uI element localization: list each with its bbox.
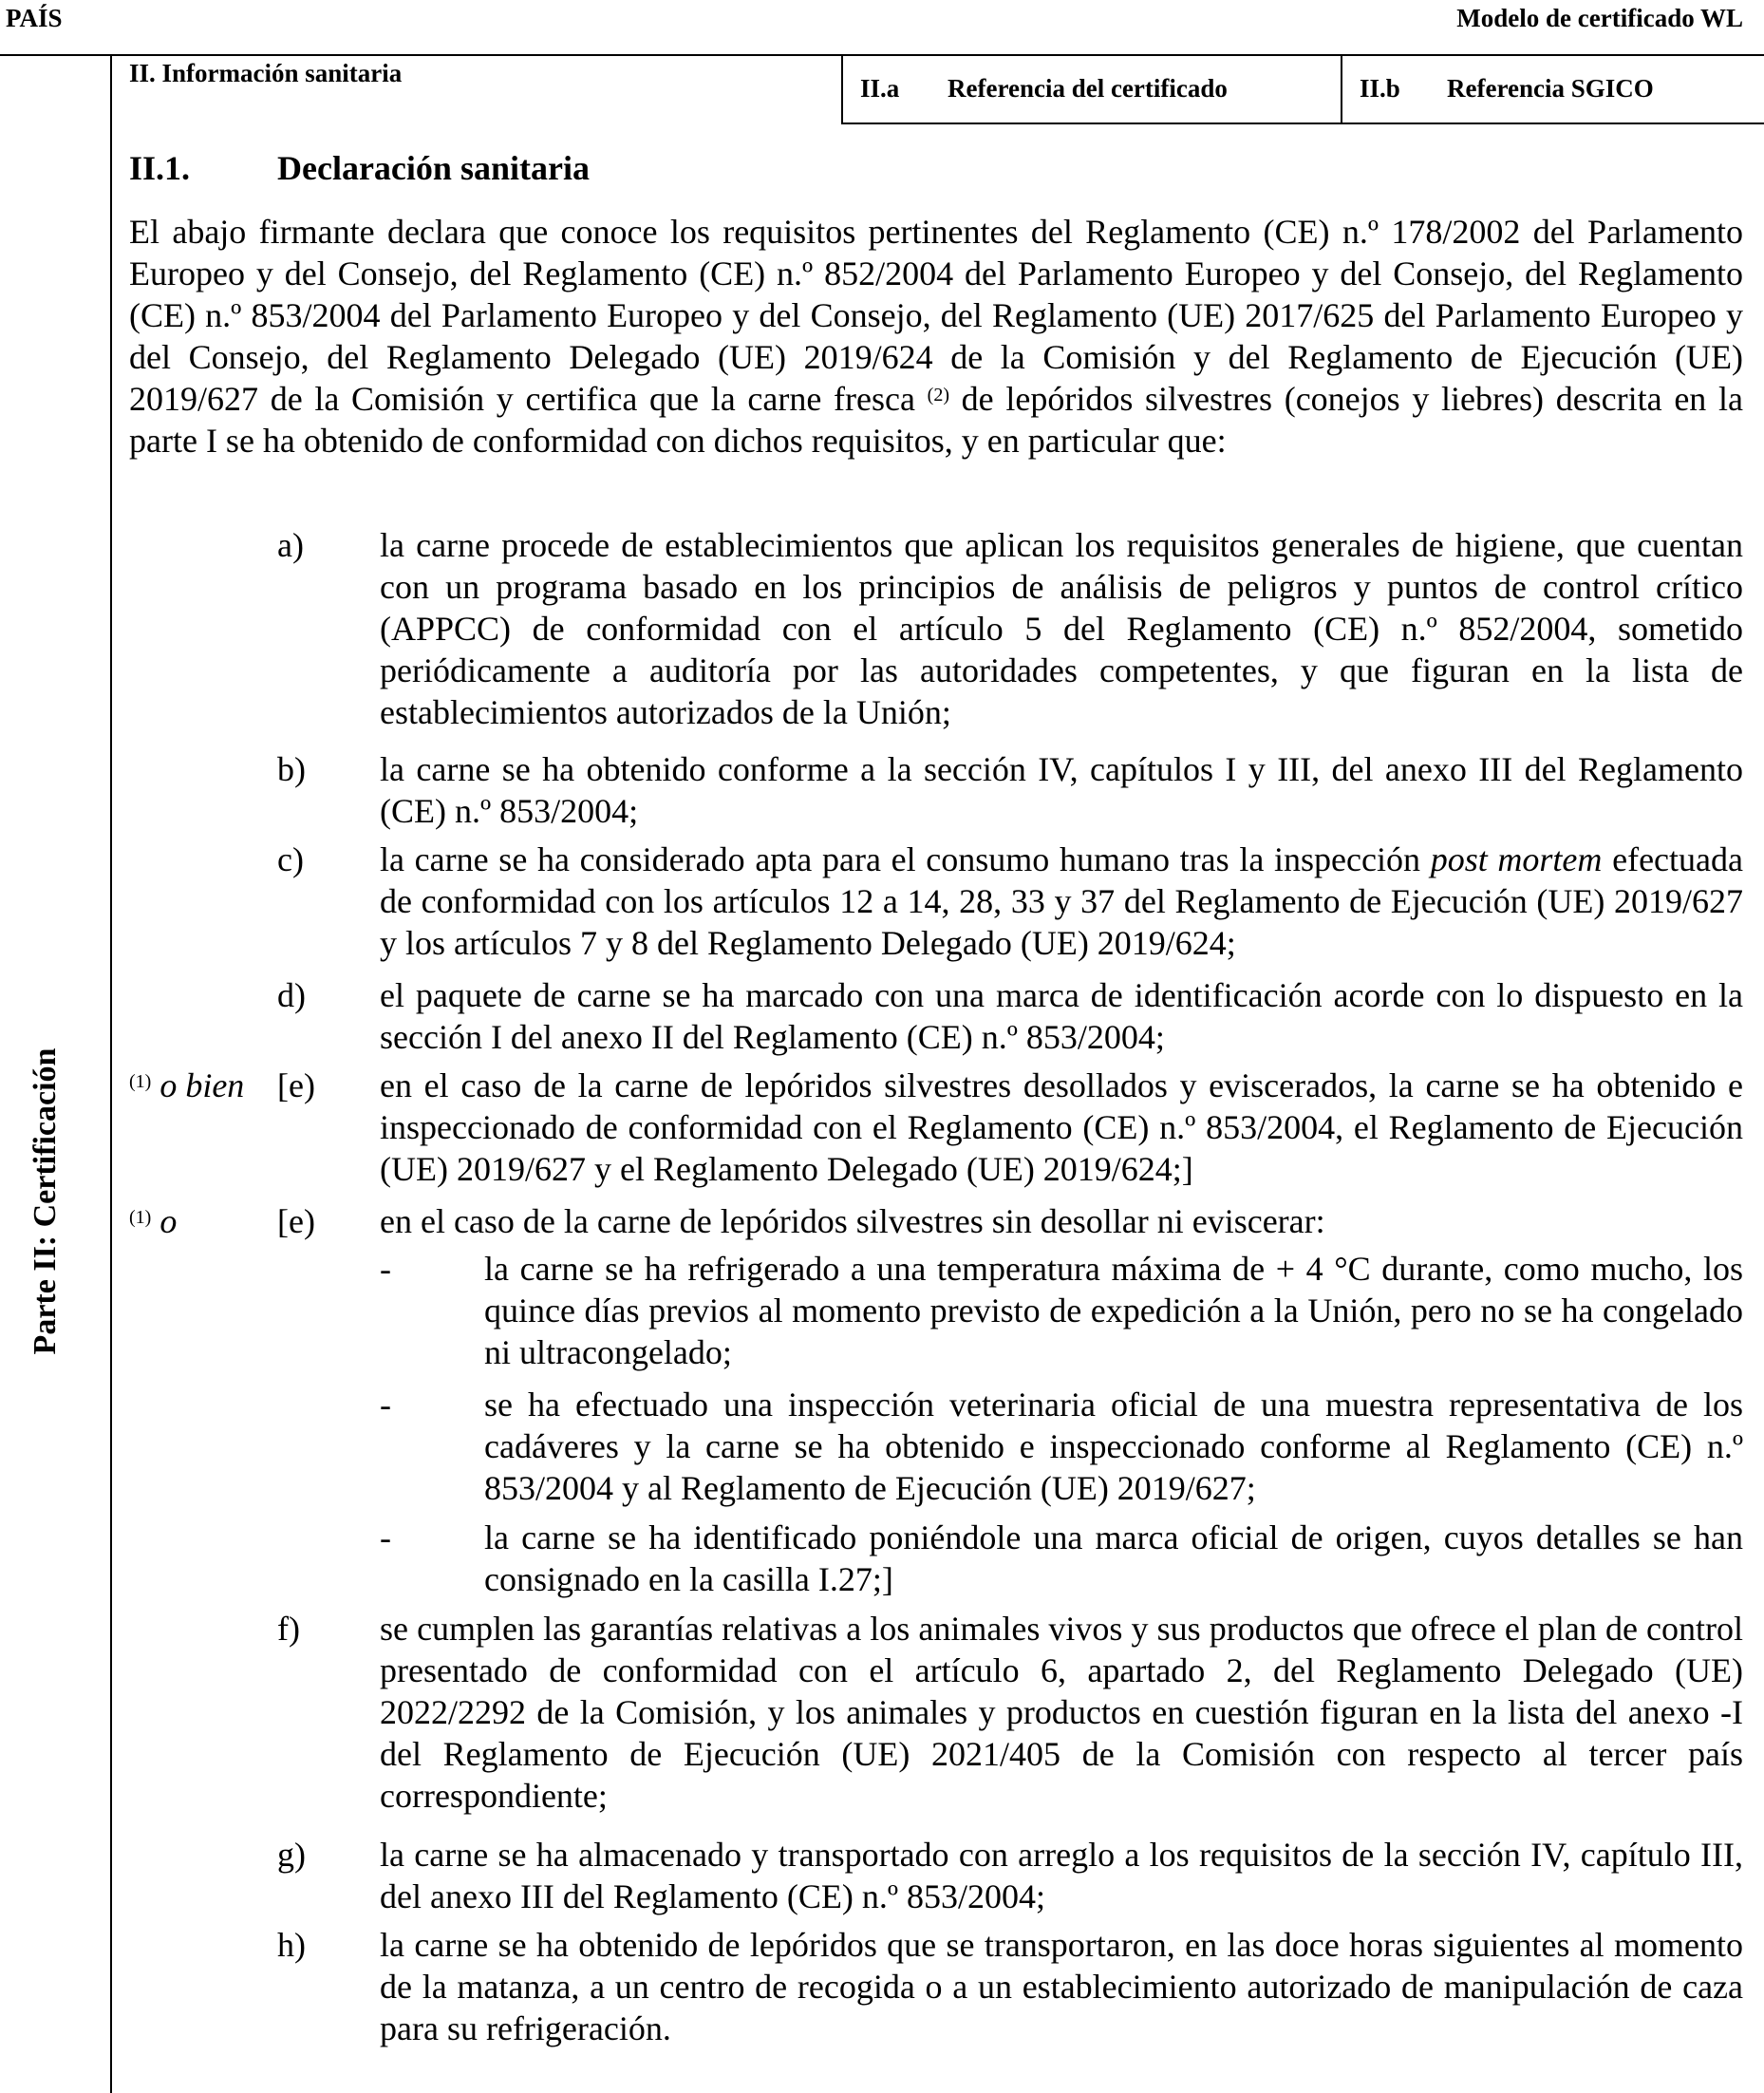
intro-text-continued: de lepóridos silvestres (conejos y liebres) descrita en la parte I se ha obtenido de conformidad con dichos requisitos, y en particular que: — [129, 380, 1743, 460]
item-e2-option-word: o — [160, 1202, 178, 1240]
item-g-label: g) — [277, 1836, 306, 1874]
item-a-label: a) — [277, 526, 304, 564]
intro-text: El abajo firmante declara que conoce los requisitos pertinentes del Reglamento (CE) n.º 178/2002 del Parlamento Europeo y del Consejo, del Reglamento (CE) n.º 852/2004 del Parlamento Europeo y del Consejo, del Reglamento (CE) n.º 853/2004 del Parlamento Europeo y del Consejo, del Reglamento (UE) 2017/625 del Parlamento Europeo y del Consejo, del Reglamento Delegado (UE) 2019/624 de la Comisión y del Reglamento de Ejecución (UE) 2019/627 de la Comisión y certifica que la carne fresca — [129, 213, 1743, 418]
item-e2-footnote-ref: (1) — [129, 1207, 152, 1228]
item-c-label: c) — [277, 840, 304, 878]
reference-box — [841, 54, 1764, 124]
subitem-1-text: la carne se ha refrigerado a una temperatura máxima de + 4 °C durante, como mucho, los quince días previos al momento previsto de expedición a la Unión, pero no se ha congelado ni ultracongelado; — [484, 1250, 1743, 1371]
section-title: II. Información sanitaria — [129, 59, 403, 87]
item-d-text: el paquete de carne se ha marcado con una marca de identificación acorde con lo dispuesto en la sección I del anexo II del Reglamento (CE) n.º 853/2004; — [380, 976, 1743, 1056]
sgico-reference-cell — [1342, 54, 1764, 123]
declaration-number: II.1. — [129, 149, 191, 187]
item-c-text — [380, 839, 1743, 964]
side-label-column — [0, 54, 110, 2093]
subitem-2-text: se ha efectuado una inspección veterinaria oficial de una muestra representativa de los cadáveres y la carne se ha obtenido e inspeccionado conforme al Reglamento (CE) n.º 853/2004 y al Reglamento de Ejecución (UE) 2019/627; — [484, 1386, 1743, 1507]
item-f-text: se cumplen las garantías relativas a los animales vivos y sus productos que ofrece el plan de control presentado de conformidad con el artículo 6, apartado 2, del Reglamento Delegado (UE) 2022/2292 de la Comisión, y los animales y productos en cuestión figuran en la lista del anexo -I del Reglamento de Ejecución (UE) 2021/405 de la Comisión con respecto al tercer país correspondiente; — [380, 1610, 1743, 1815]
item-c-text-part1: la carne se ha considerado apta para el consumo humano tras la inspección — [380, 840, 1431, 878]
item-f-label: f) — [277, 1610, 300, 1648]
ref-b-code: II.b — [1360, 73, 1400, 103]
part-ii-side-label: Parte II: Certificación — [28, 1047, 63, 1355]
item-h-label: h) — [277, 1926, 306, 1964]
certificate-reference-cell — [843, 54, 1342, 123]
item-g-text: la carne se ha almacenado y transportado con arreglo a los requisitos de la sección IV, capítulo III, del anexo III del Reglamento (CE) n.º 853/2004; — [380, 1836, 1743, 1915]
item-e2-text: en el caso de la carne de lepóridos silvestres sin desollar ni eviscerar: — [380, 1202, 1325, 1240]
declaration-title: Declaración sanitaria — [277, 149, 590, 187]
certificate-model-label: Modelo de certificado WL — [1456, 4, 1743, 32]
item-e1-footnote-ref: (1) — [129, 1071, 152, 1092]
item-h-text: la carne se ha obtenido de lepóridos que se transportaron, en las doce horas siguientes al momento de la matanza, a un centro de recogida o a un establecimiento autorizado de manipulación de caza para su refrigeración. — [380, 1926, 1743, 2047]
item-c-text-part2: efectuada de conformidad con los artículos 12 a 14, 28, 33 y 37 del Reglamento de Ejecución (UE) 2019/627 y los artículos 7 y 8 del Reglamento Delegado (UE) 2019/624; — [380, 840, 1743, 962]
item-e2-label: [e) — [277, 1202, 315, 1240]
country-label: PAÍS — [6, 4, 63, 32]
item-e1-note — [129, 1065, 244, 1106]
subitem-dash: - — [380, 1250, 391, 1288]
item-a-text: la carne procede de establecimientos que aplican los requisitos generales de higiene, que cuentan con un programa basado en los principios de análisis de peligros y puntos de control crítico (APPCC) de conformidad con el artículo 5 del Reglamento (CE) n.º 852/2004, sometido periódicamente a auditoría por las autoridades competentes, y que figuran en la lista de establecimientos autorizados de la Unión; — [380, 526, 1743, 731]
declaration-heading — [129, 148, 590, 188]
item-e2-note — [129, 1200, 177, 1242]
ref-a-label: Referencia del certificado — [948, 73, 1228, 103]
item-c-text-italic: post mortem — [1430, 840, 1603, 878]
item-d-label: d) — [277, 976, 306, 1014]
part-divider-line — [110, 54, 112, 2093]
item-e1-label: [e) — [277, 1066, 315, 1104]
subitem-dash: - — [380, 1518, 391, 1556]
item-e1-option-word: o bien — [160, 1066, 245, 1104]
item-e1-text: en el caso de la carne de lepóridos silvestres desollados y eviscerados, la carne se ha obtenido e inspeccionado de conformidad con el Reglamento (CE) n.º 853/2004, el Reglamento de Ejecución (UE) 2019/627 y el Reglamento Delegado (UE) 2019/624;] — [380, 1066, 1743, 1188]
ref-a-code: II.a — [860, 73, 900, 103]
intro-footnote-ref: (2) — [927, 385, 949, 405]
item-b-label: b) — [277, 750, 306, 788]
subitem-3-text: la carne se ha identificado poniéndole una marca oficial de origen, cuyos detalles se han consignado en la casilla I.27;] — [484, 1518, 1743, 1598]
subitem-dash: - — [380, 1386, 391, 1424]
ref-b-label: Referencia SGICO — [1447, 73, 1654, 103]
item-b-text: la carne se ha obtenido conforme a la sección IV, capítulos I y III, del anexo III del Reglamento (CE) n.º 853/2004; — [380, 750, 1743, 830]
declaration-intro — [129, 211, 1743, 462]
